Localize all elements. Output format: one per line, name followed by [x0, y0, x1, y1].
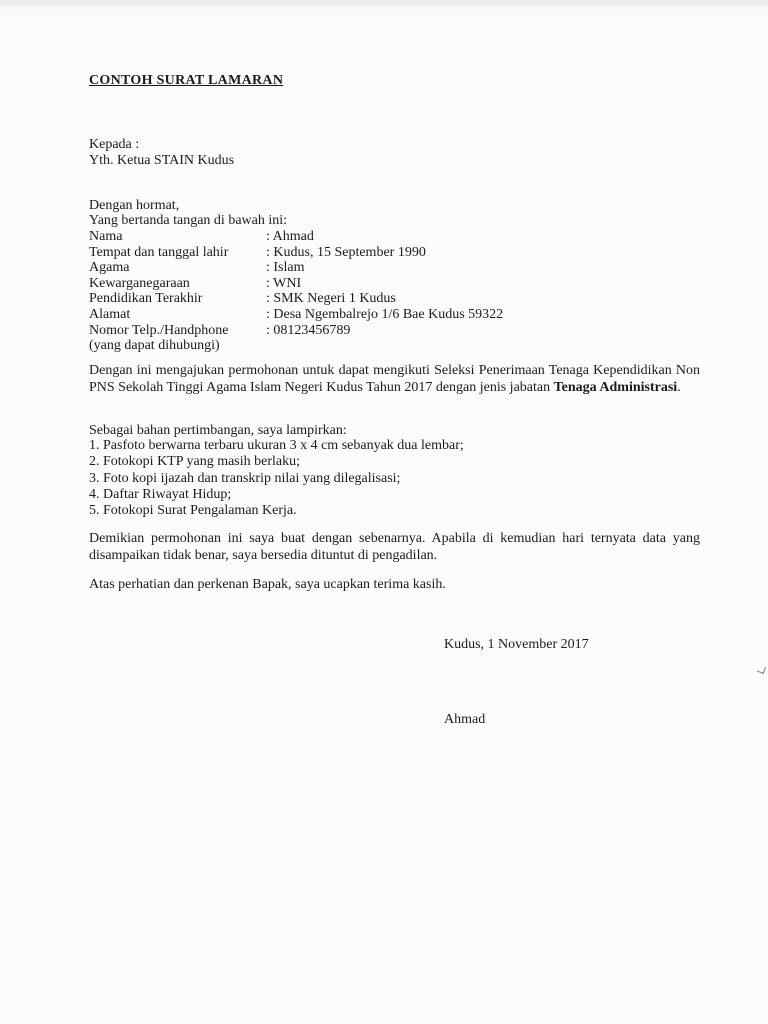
statement-paragraph: Demikian permohonan ini saya buat dengan sebenarnya. Apabila di kemudian hari ternyata data yang disampaikan tidak benar, saya bersedia dituntut di pengadilan. — [89, 531, 700, 563]
list-item: 5. Fotokopi Surat Pengalaman Kerja. — [89, 503, 297, 519]
list-item: 2. Fotokopi KTP yang masih berlaku; — [89, 454, 301, 470]
position-name: Tenaga Administrasi — [553, 380, 678, 395]
field-value: : Kudus, 15 September 1990 — [266, 244, 426, 260]
field-label: Alamat — [89, 306, 131, 322]
letter-title: CONTOH SURAT LAMARAN — [89, 73, 284, 88]
attachments-intro: Sebagai bahan pertimbangan, saya lampirkan: — [89, 423, 347, 438]
list-item: 3. Foto kopi ijazah dan transkrip nilai yang dilegalisasi; — [89, 470, 401, 486]
place-date: Kudus, 1 November 2017 — [444, 637, 589, 652]
scan-top-edge — [0, 0, 768, 6]
recipient-name: Yth. Ketua STAIN Kudus — [89, 153, 235, 168]
field-value: : SMK Negeri 1 Kudus — [266, 291, 396, 307]
field-label: Nomor Telp./Handphone — [89, 322, 229, 338]
field-label: Agama — [89, 260, 130, 276]
attachments-list — [89, 438, 464, 519]
signature-name: Ahmad — [444, 712, 486, 727]
field-value: : Islam — [266, 260, 305, 276]
field-label: (yang dapat dihubungi) — [89, 338, 220, 354]
body-paragraph — [89, 362, 700, 396]
list-item: 1. Pasfoto berwarna terbaru ukuran 3 x 4 cm sebanyak dua lembar; — [89, 438, 464, 453]
field-value: : WNI — [266, 275, 302, 291]
intro-line: Yang bertanda tangan di bawah ini: — [89, 213, 288, 228]
field-label: Kewarganegaraan — [89, 275, 190, 291]
field-value: : Desa Ngembalrejo 1/6 Bae Kudus 59322 — [266, 306, 504, 322]
recipient-label: Kepada : — [89, 137, 140, 152]
body-end: . — [677, 380, 681, 395]
greeting: Dengan hormat, — [89, 198, 180, 213]
scan-speck — [757, 665, 766, 674]
field-label: Tempat dan tanggal lahir — [89, 244, 229, 260]
field-value: : Ahmad — [266, 229, 314, 244]
list-item: 4. Daftar Riwayat Hidup; — [89, 486, 232, 502]
field-label: Nama — [89, 229, 123, 244]
closing-line: Atas perhatian dan perkenan Bapak, saya ucapkan terima kasih. — [89, 577, 446, 592]
field-value: : 08123456789 — [266, 322, 351, 338]
body-text: Dengan ini mengajukan permohonan untuk dapat mengikuti Seleksi Penerimaan Tenaga Kependidikan Non PNS Sekolah Tinggi Agama Islam Negeri Kudus Tahun 2017 dengan jenis jabatan — [89, 363, 700, 395]
field-label: Pendidikan Terakhir — [89, 291, 203, 307]
